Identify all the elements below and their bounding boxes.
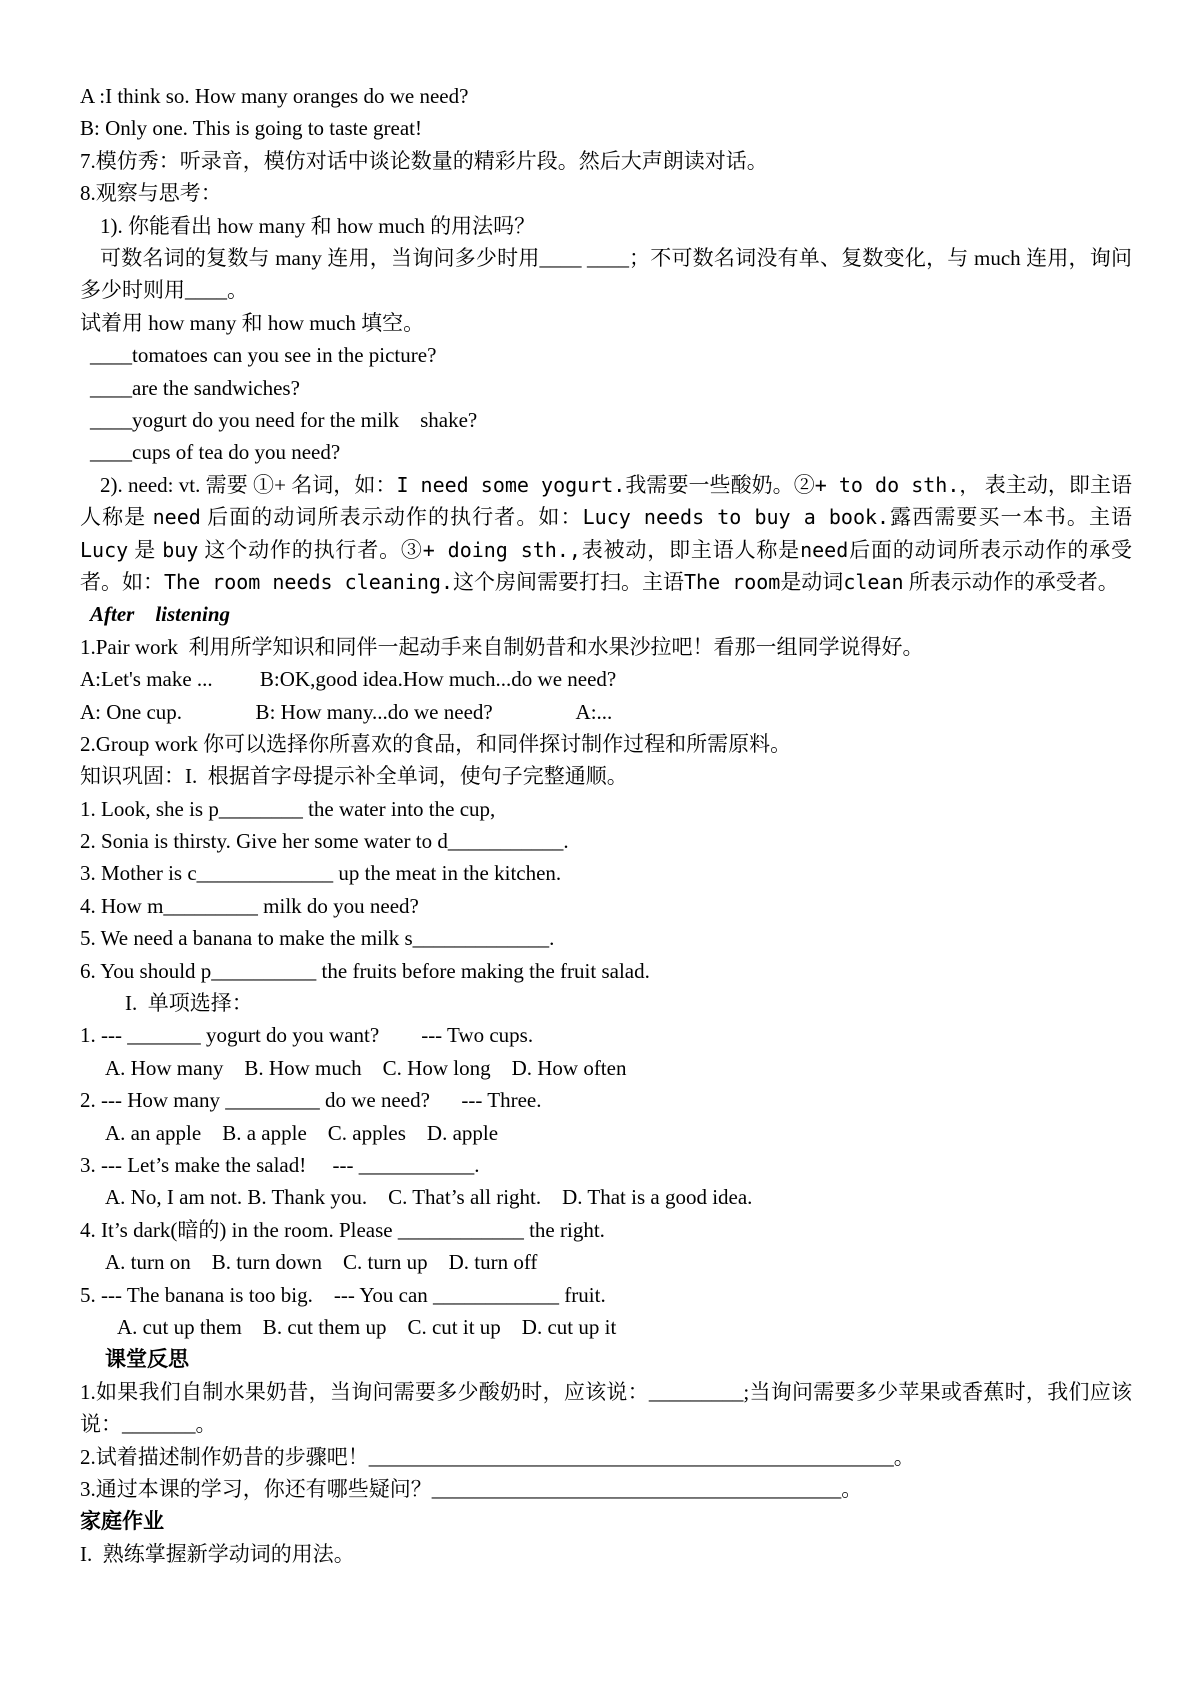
reflection-item-3: 3.通过本课的学习，你还有哪些疑问？_______________________________________。 [80, 1476, 863, 1501]
choice-question-4: 4. It’s dark(暗的) in the room. Please ____________ the right. [80, 1217, 605, 1242]
fill-intro: 试着用 how many 和 how much 填空。 [80, 310, 425, 335]
need-p22: clean [843, 569, 904, 594]
choice-options-4: A. turn on B. turn down C. turn up D. turn off [105, 1250, 538, 1275]
pair-work-text: 1.Pair work 利用所学知识和同伴一起动手来自制奶昔和水果沙拉吧！看那一组同学说得好。 [80, 634, 924, 659]
consolidation-item-5: 5. We need a banana to make the milk s_____________. [80, 926, 555, 951]
need-p12: buy [162, 537, 199, 562]
fill-item-4: ____cups of tea do you need? [90, 440, 341, 465]
need-p8: Lucy needs to buy a book. [582, 505, 890, 530]
homework-item-1: I. 熟练掌握新学动词的用法。 [80, 1541, 355, 1566]
need-p19: 这个房间需要打扫。主语 [452, 569, 684, 594]
need-p2: I need some yogurt. [396, 472, 626, 497]
need-usage-paragraph [80, 469, 1132, 599]
need-p15: 表被动，即主语人称是 [580, 537, 801, 562]
fill-item-2: ____are the sandwiches? [90, 375, 300, 400]
choice-question-5: 5. --- The banana is too big. --- You can ____________ fruit. [80, 1282, 606, 1307]
after-listening-heading: After listening [90, 602, 231, 627]
need-p4: + to do sth.， [814, 472, 980, 497]
pair-work-line-2: A: One cup. B: How many...do we need? A:... [80, 699, 613, 724]
fill-item-1: ____tomatoes can you see in the picture? [90, 343, 437, 368]
choice-options-2: A. an apple B. a apple C. apples D. apple [105, 1120, 499, 1145]
reflection-heading: 课堂反思 [105, 1347, 189, 1372]
need-p9: 露西需要买一本书。主语 [889, 505, 1133, 530]
task8-question1-text [80, 242, 1132, 307]
need-p13: 这个动作的执行者。③ [204, 537, 423, 562]
consolidation-item-2: 2. Sonia is thirsty. Give her some water to d___________. [80, 829, 569, 854]
choice-options-1: A. How many B. How much C. How long D. How often [105, 1055, 627, 1080]
choice-options-5: A. cut up them B. cut them up C. cut it up D. cut up it [117, 1314, 617, 1339]
need-p23: 所表示动作的承受者。 [908, 569, 1119, 594]
need-p3: 我需要一些酸奶。② [625, 472, 815, 497]
need-p7: 后面的动词所表示动作的执行者。如： [207, 505, 583, 530]
fill-item-3: ____yogurt do you need for the milk shake? [90, 407, 478, 432]
consolidation-item-4: 4. How m_________ milk do you need? [80, 893, 419, 918]
consolidation-item-6: 6. You should p__________ the fruits before making the fruit salad. [80, 958, 650, 983]
need-p20: The room [683, 569, 781, 594]
need-p1: 2). need: vt. 需要 ①+ 名词，如： [100, 472, 397, 497]
choice-question-3: 3. --- Let’s make the salad! --- ___________. [80, 1152, 480, 1177]
need-p5: 表主动，即主语人称是 [80, 472, 1133, 530]
consolidation-item-3: 3. Mother is c_____________ up the meat in the kitchen. [80, 861, 562, 886]
need-p14: + doing sth., [422, 537, 581, 562]
reflection-item-1: 1.如果我们自制水果奶昔，当询问需要多少酸奶时，应该说：_________;当询问需要多少苹果或香蕉时，我们应该说：_______。 [80, 1379, 1132, 1437]
choice-question-1: 1. --- _______ yogurt do you want? --- Two cups. [80, 1023, 534, 1048]
task8-question1: 1). 你能看出 how many 和 how much 的用法吗？ [100, 213, 536, 238]
consolidation-item-1: 1. Look, she is p________ the water into the cup, [80, 796, 496, 821]
homework-heading: 家庭作业 [80, 1509, 164, 1534]
worksheet-page [80, 80, 1132, 1570]
choice-question-2: 2. --- How many _________ do we need? --- Three. [80, 1088, 542, 1113]
dialogue-line-b: B: Only one. This is going to taste great! [80, 116, 422, 141]
need-p11: 是 [134, 537, 157, 562]
need-p10: Lucy [80, 537, 129, 562]
need-p6: need [152, 505, 201, 530]
task7-text: 7.模仿秀：听录音，模仿对话中谈论数量的精彩片段。然后大声朗读对话。 [80, 148, 768, 173]
choice-title: I. 单项选择： [125, 991, 253, 1016]
need-p16: need [800, 537, 849, 562]
choice-options-3: A. No, I am not. B. Thank you. C. That’s all right. D. That is a good idea. [105, 1185, 753, 1210]
consolidation-title: 知识巩固：I. 根据首字母提示补全单词，使句子完整通顺。 [80, 764, 628, 789]
need-p17: 后面的动词所表示动作的承受者。如： [80, 537, 1133, 594]
dialogue-line-a: A :I think so. How many oranges do we need? [80, 84, 469, 108]
reflection-item-2: 2.试着描述制作奶昔的步骤吧！__________________________________________________。 [80, 1444, 915, 1469]
need-p18: The room needs cleaning. [164, 569, 453, 594]
pair-work-line-1: A:Let's make ... B:OK,good idea.How much...do we need? [80, 667, 617, 692]
need-p21: 是动词 [780, 569, 844, 594]
task8-title: 8.观察与思考： [80, 181, 222, 206]
group-work-text: 2.Group work 你可以选择你所喜欢的食品，和同伴探讨制作过程和所需原料。 [80, 731, 792, 756]
q1-text-body: 可数名词的复数与 many 连用，当询问多少时用____ ____；不可数名词没有单、复数变化，与 much 连用，询问多少时则用____。 [80, 245, 1132, 303]
